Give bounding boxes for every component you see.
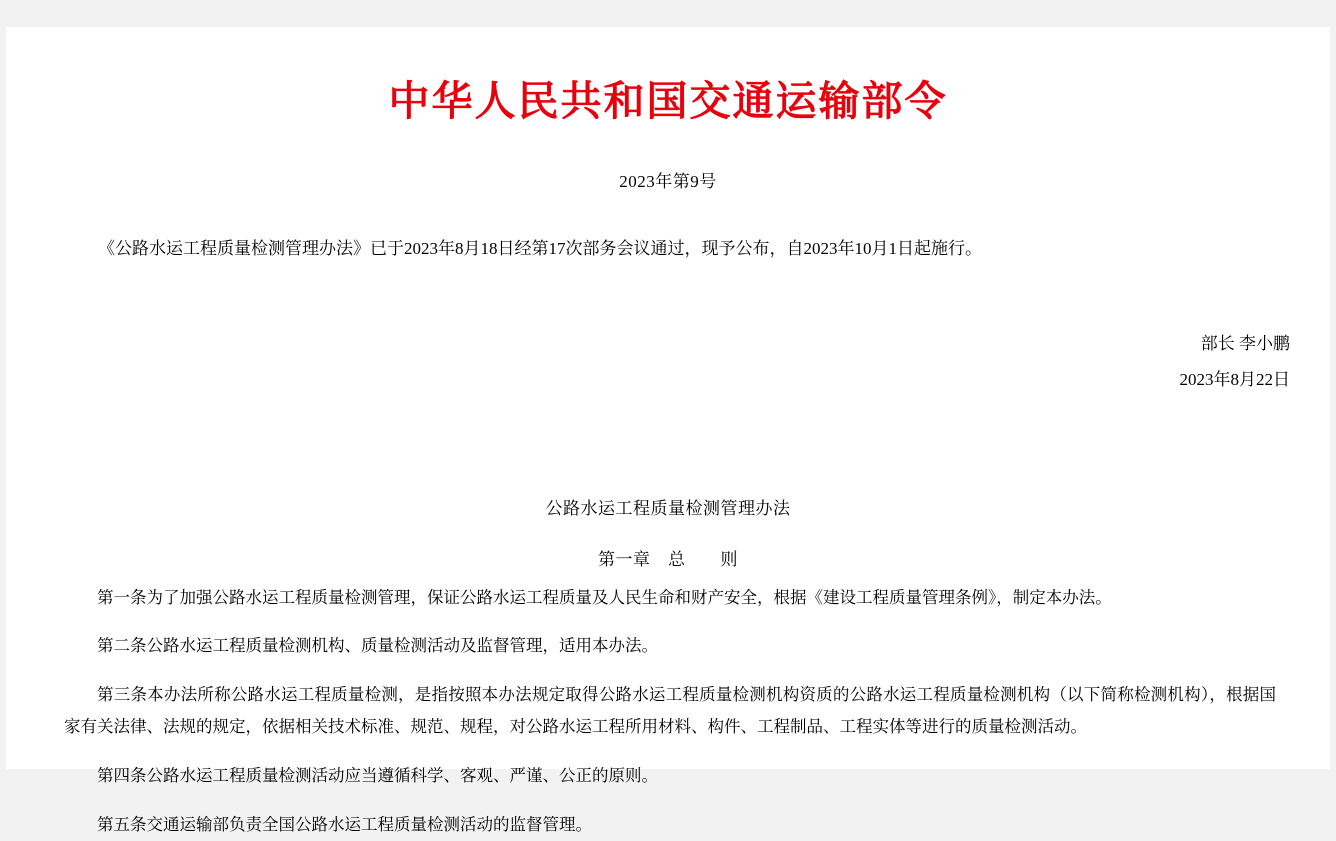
page-right-margin-strip [1330, 27, 1336, 769]
document-title: 中华人民共和国交通运输部令 [388, 78, 948, 125]
regulation-title: 公路水运工程质量检测管理办法 [545, 498, 791, 518]
article-paragraph: 第三条本办法所称公路水运工程质量检测，是指按照本办法规定取得公路水运工程质量检测机构资质的公路水运工程质量检测机构（以下简称检测机构），根据国家有关法律、法规的规定，依据相关技术标准、规范、规程，对公路水运工程所用材料、构件、工程制品、工程实体等进行的质量检测活动。 [64, 685, 1276, 737]
issue-date: 2023年8月22日 [1179, 370, 1290, 390]
article-paragraph: 第四条公路水运工程质量检测活动应当遵循科学、客观、严谨、公正的原则。 [97, 765, 658, 785]
minister-signature: 部长 李小鹏 [1200, 334, 1290, 354]
article-paragraph: 第一条为了加强公路水运工程质量检测管理，保证公路水运工程质量及人民生命和财产安全，根据《建设工程质量管理条例》，制定本办法。 [97, 587, 1112, 607]
document-order-number: 2023年第9号 [619, 171, 717, 191]
document-page [0, 27, 1336, 834]
signature-block [24, 326, 1312, 397]
page-left-margin-strip [0, 27, 6, 769]
promulgation-statement: 《公路水运工程质量检测管理办法》已于2023年8月18日经第17次部务会议通过，现予公布，自2023年10月1日起施行。 [98, 238, 982, 258]
article-paragraph: 第二条公路水运工程质量检测机构、质量检测活动及监督管理，适用本办法。 [97, 636, 658, 656]
chapter-heading: 第一章 总 则 [598, 549, 738, 569]
article-paragraph: 第五条交通运输部负责全国公路水运工程质量检测活动的监督管理。 [97, 814, 592, 834]
